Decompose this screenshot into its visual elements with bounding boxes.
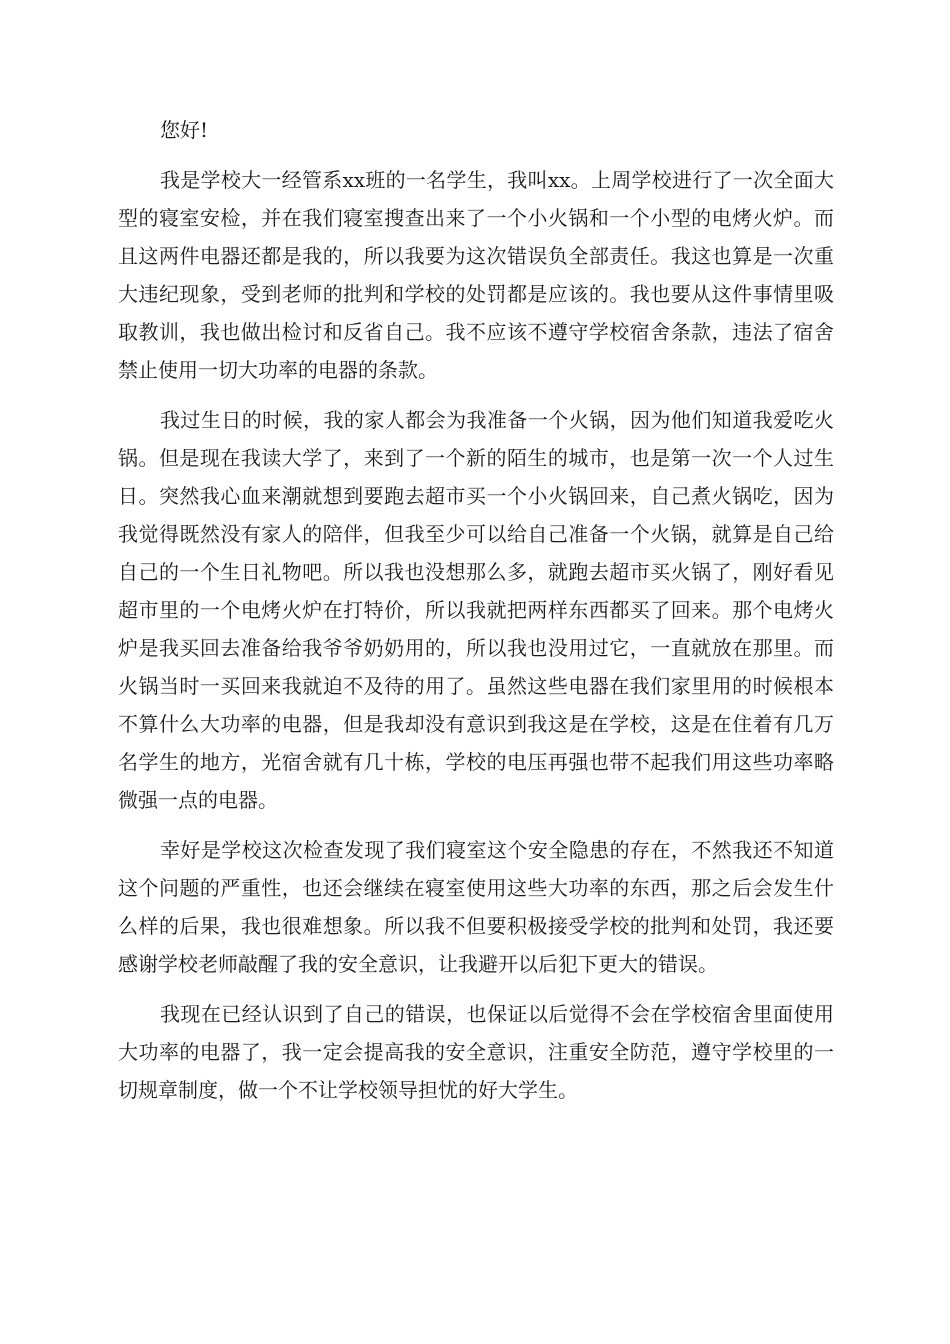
letter-greeting: 您好! bbox=[160, 118, 209, 142]
paragraph-safety-awareness: 幸好是学校这次检查发现了我们寝室这个安全隐患的存在，不然我还不知道这个问题的严重性，也还会继续在寝室使用这些大功率的东西，那之后会发生什么样的后果，我也很难想象。所以我不但要积极接受学校的批判和处罚，我还要感谢学校老师敲醒了我的安全意识，让我避开以后犯下更大的错误。 bbox=[118, 838, 834, 976]
letter-body bbox=[118, 111, 834, 1121]
paragraph-birthday-story: 我过生日的时候，我的家人都会为我准备一个火锅，因为他们知道我爱吃火锅。但是现在我读大学了，来到了一个新的陌生的城市，也是第一次一个人过生日。突然我心血来潮就想到要跑去超市买一个小火锅回来，自己煮火锅吃，因为我觉得既然没有家人的陪伴，但我至少可以给自己准备一个火锅，就算是自己给自己的一个生日礼物吧。所以我也没想那么多，就跑去超市买火锅了，刚好看见超市里的一个电烤火炉在打特价，所以我就把两样东西都买了回来。那个电烤火炉是我买回去准备给我爷爷奶奶用的，所以我也没用过它，一直就放在那里。而火锅当时一买回来我就迫不及待的用了。虽然这些电器在我们家里用的时候根本不算什么大功率的电器，但是我却没有意识到我这是在学校，这是在住着有几万名学生的地方，光宿舍就有几十栋，学校的电压再强也带不起我们用这些功率略微强一点的电器。 bbox=[118, 408, 834, 812]
paragraph-commitment: 我现在已经认识到了自己的错误，也保证以后觉得不会在学校宿舍里面使用大功率的电器了，我一定会提高我的安全意识，注重安全防范，遵守学校里的一切规章制度，做一个不让学校领导担忧的好大学生。 bbox=[118, 1002, 834, 1102]
paragraph-dorm-inspection: 我是学校大一经管系xx班的一名学生，我叫xx。上周学校进行了一次全面大型的寝室安检，并在我们寝室搜查出来了一个小火锅和一个小型的电烤火炉。而且这两件电器还都是我的，所以我要为这次错误负全部责任。我这也算是一次重大违纪现象，受到老师的批判和学校的处罚都是应该的。我也要从这件事情里吸取教训，我也做出检讨和反省自己。我不应该不遵守学校宿舍条款，违法了宿舍禁止使用一切大功率的电器的条款。 bbox=[118, 168, 834, 382]
